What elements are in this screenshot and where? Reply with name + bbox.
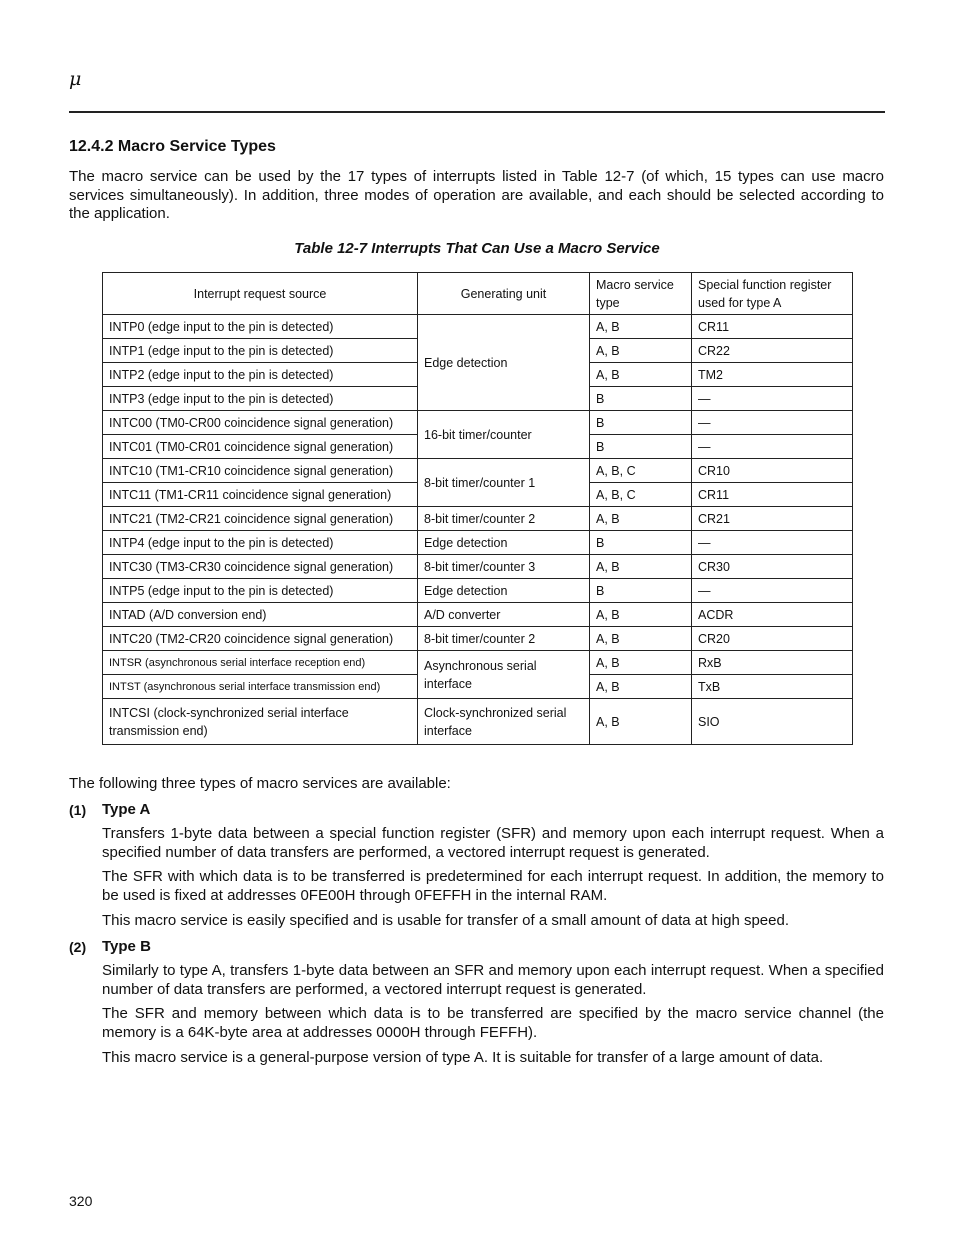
source-cell: INTP3 (edge input to the pin is detected)	[103, 387, 418, 411]
source-cell: INTC21 (TM2-CR21 coincidence signal generation)	[103, 507, 418, 531]
header-mark: μ	[69, 68, 82, 90]
table-row	[103, 579, 853, 603]
source-cell: INTP5 (edge input to the pin is detected)	[103, 579, 418, 603]
sfr-cell: CR10	[692, 459, 853, 483]
source-cell: INTC30 (TM3-CR30 coincidence signal generation)	[103, 555, 418, 579]
table-row	[103, 531, 853, 555]
sfr-cell: CR21	[692, 507, 853, 531]
type-cell: B	[590, 435, 692, 459]
table-caption: Table 12-7 Interrupts That Can Use a Macro Service	[294, 240, 660, 257]
page-number: 320	[69, 1193, 93, 1209]
type-cell: A, B	[590, 627, 692, 651]
source-cell: INTST (asynchronous serial interface transmission end)	[103, 675, 418, 699]
sfr-cell: TM2	[692, 363, 853, 387]
type-b-paragraph: This macro service is a general-purpose version of type A. It is suitable for transfer of a large amount of data.	[102, 1049, 824, 1066]
type-cell: B	[590, 387, 692, 411]
type-b-label: (2)	[69, 939, 87, 955]
sfr-cell: CR20	[692, 627, 853, 651]
table-header-row	[103, 273, 853, 315]
header-rule	[69, 111, 885, 113]
sfr-cell: SIO	[692, 699, 853, 745]
sfr-cell: —	[692, 579, 853, 603]
source-cell: INTAD (A/D conversion end)	[103, 603, 418, 627]
sfr-cell: CR22	[692, 339, 853, 363]
header-type: Macro service type	[590, 273, 692, 315]
type-cell: A, B	[590, 603, 692, 627]
sfr-cell: CR11	[692, 315, 853, 339]
unit-cell: Asynchronous serial interface	[418, 651, 590, 699]
type-b-title: Type B	[102, 938, 151, 955]
table-row	[103, 315, 853, 339]
unit-cell: Edge detection	[418, 531, 590, 555]
sfr-cell: —	[692, 411, 853, 435]
source-cell: INTSR (asynchronous serial interface reception end)	[103, 651, 418, 675]
source-cell: INTP2 (edge input to the pin is detected)	[103, 363, 418, 387]
type-cell: A, B	[590, 339, 692, 363]
sfr-cell: TxB	[692, 675, 853, 699]
source-cell: INTC01 (TM0-CR01 coincidence signal generation)	[103, 435, 418, 459]
table-row	[103, 603, 853, 627]
intro-paragraph: The macro service can be used by the 17 types of interrupts listed in Table 12-7 (of which, 15 types can use macro services simultaneously). In addition, three modes of operation are available, and each should be selected according to the application.	[69, 168, 884, 222]
source-cell: INTC20 (TM2-CR20 coincidence signal generation)	[103, 627, 418, 651]
type-cell: A, B	[590, 699, 692, 745]
table-row	[103, 699, 853, 745]
sfr-cell: —	[692, 531, 853, 555]
unit-cell: 16-bit timer/counter	[418, 411, 590, 459]
sfr-cell: —	[692, 435, 853, 459]
sfr-cell: —	[692, 387, 853, 411]
sfr-cell: ACDR	[692, 603, 853, 627]
table-row	[103, 627, 853, 651]
table-row	[103, 507, 853, 531]
section-heading: 12.4.2 Macro Service Types	[69, 138, 276, 155]
source-cell: INTC10 (TM1-CR10 coincidence signal generation)	[103, 459, 418, 483]
type-cell: A, B, C	[590, 483, 692, 507]
type-b-paragraph: Similarly to type A, transfers 1-byte data between an SFR and memory upon each interrupt request. When a specified number of data transfers are performed, a vectored interrupt request is generated.	[102, 962, 884, 998]
sfr-cell: CR11	[692, 483, 853, 507]
header-unit: Generating unit	[418, 273, 590, 315]
type-cell: A, B	[590, 675, 692, 699]
unit-cell: 8-bit timer/counter 2	[418, 627, 590, 651]
table-row	[103, 411, 853, 435]
type-a-title: Type A	[102, 801, 151, 818]
unit-cell: 8-bit timer/counter 2	[418, 507, 590, 531]
type-cell: A, B, C	[590, 459, 692, 483]
sfr-cell: RxB	[692, 651, 853, 675]
unit-cell: Edge detection	[418, 315, 590, 411]
type-cell: A, B	[590, 315, 692, 339]
type-cell: B	[590, 411, 692, 435]
type-b-paragraph: The SFR and memory between which data is to be transferred are specified by the macro service channel (the memory is a 64K-byte area at addresses 0000H through FEFFH).	[102, 1005, 884, 1041]
following-paragraph: The following three types of macro services are available:	[69, 775, 451, 792]
type-cell: B	[590, 579, 692, 603]
header-source: Interrupt request source	[103, 273, 418, 315]
source-cell: INTC00 (TM0-CR00 coincidence signal generation)	[103, 411, 418, 435]
type-cell: A, B	[590, 651, 692, 675]
unit-cell: A/D converter	[418, 603, 590, 627]
unit-cell: 8-bit timer/counter 3	[418, 555, 590, 579]
source-cell: INTP4 (edge input to the pin is detected)	[103, 531, 418, 555]
interrupt-table	[102, 272, 853, 745]
type-a-paragraph: The SFR with which data is to be transferred is predetermined for each interrupt request. In addition, the memory to be used is fixed at addresses 0FE00H through 0FEFFH in the internal RAM.	[102, 868, 884, 904]
type-a-paragraph: Transfers 1-byte data between a special function register (SFR) and memory upon each interrupt request. When a specified number of data transfers are performed, a vectored interrupt request is generated.	[102, 825, 884, 861]
table-row	[103, 651, 853, 675]
unit-cell: Clock-synchronized serial interface	[418, 699, 590, 745]
source-cell: INTCSI (clock-synchronized serial interface transmission end)	[103, 699, 418, 745]
type-cell: A, B	[590, 363, 692, 387]
type-a-paragraph: This macro service is easily specified and is usable for transfer of a small amount of data at high speed.	[102, 912, 790, 929]
unit-cell: Edge detection	[418, 579, 590, 603]
sfr-cell: CR30	[692, 555, 853, 579]
source-cell: INTP1 (edge input to the pin is detected)	[103, 339, 418, 363]
unit-cell: 8-bit timer/counter 1	[418, 459, 590, 507]
source-cell: INTP0 (edge input to the pin is detected)	[103, 315, 418, 339]
type-a-label: (1)	[69, 802, 87, 818]
source-cell: INTC11 (TM1-CR11 coincidence signal generation)	[103, 483, 418, 507]
type-cell: B	[590, 531, 692, 555]
type-cell: A, B	[590, 555, 692, 579]
table-row	[103, 459, 853, 483]
table-row	[103, 555, 853, 579]
type-cell: A, B	[590, 507, 692, 531]
header-sfr: Special function register used for type A	[692, 273, 853, 315]
